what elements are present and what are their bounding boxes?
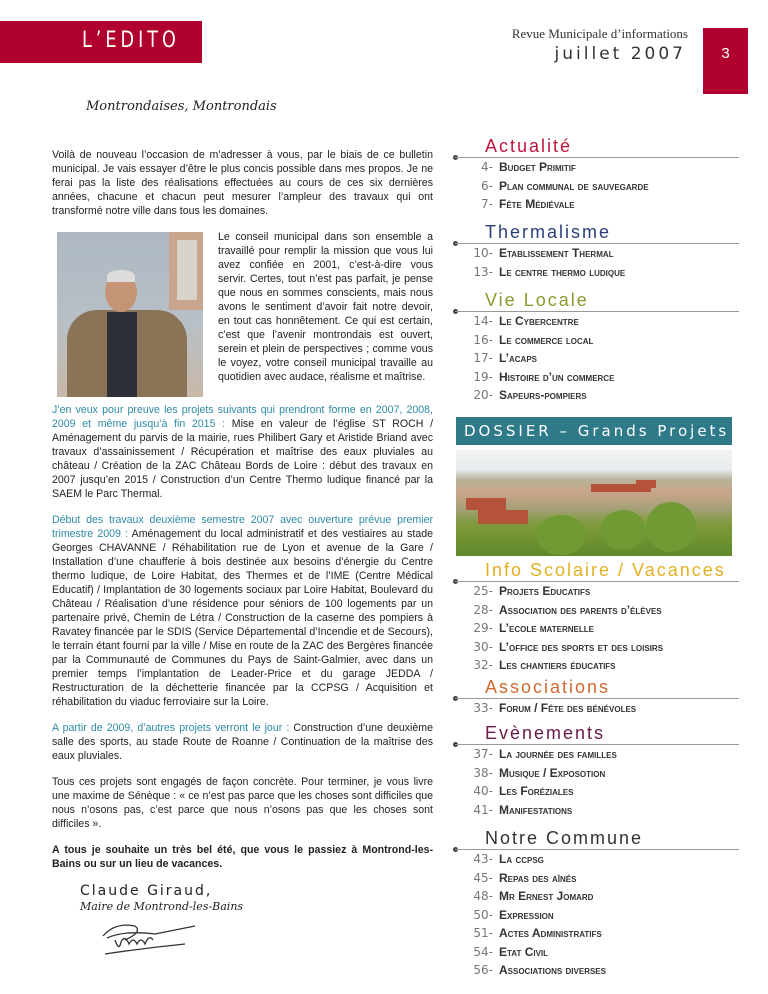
toc-item[interactable] bbox=[455, 263, 739, 282]
toc-item[interactable] bbox=[455, 801, 739, 820]
toc-page: 17- bbox=[473, 351, 493, 365]
toc-label: Etat Civil bbox=[499, 944, 549, 959]
toc-page: 19- bbox=[473, 369, 493, 384]
salutation: Montrondaises, Montrondais bbox=[86, 99, 277, 114]
paragraph-projects-2009 bbox=[52, 721, 433, 763]
issue-date: juillet 2007 bbox=[554, 44, 686, 64]
toc-item[interactable] bbox=[455, 782, 739, 801]
paragraph-body: Construction d’une deuxième salle des sports, au stade Route de Roanne / Continuation de la maîtrise des eaux pluviales. bbox=[52, 722, 433, 762]
toc-page: 40- bbox=[473, 784, 493, 798]
toc-item[interactable] bbox=[455, 906, 739, 925]
toc-heading: Evènements bbox=[455, 723, 739, 745]
toc-page: 14- bbox=[473, 314, 493, 328]
toc-page: 16- bbox=[473, 332, 493, 347]
toc-label: Le centre thermo ludique bbox=[499, 264, 626, 279]
toc-page: 50- bbox=[473, 907, 493, 922]
toc-item[interactable] bbox=[455, 656, 739, 675]
toc-page: 51- bbox=[473, 926, 493, 940]
mayor-photo bbox=[57, 232, 203, 397]
paragraph-intro: Voilà de nouveau l’occasion de m’adresser à vous, par le biais de ce bulletin municipal. Je vais essayer d’être le plus concis possible dans mes propos. Je ne ferai pas la liste des réalisations effectuées au cours de ces six dernières années, chacune et chacun peut mesurer l’ampleur des travaux qui ont transformé notre ville dans tous les domaines. bbox=[52, 149, 433, 217]
toc-item[interactable] bbox=[455, 764, 739, 783]
paragraph-seneca: Tous ces projets sont engagés de façon concrète. Pour terminer, je vous livre une maxime de Sénèque : « ce n’est pas parce que les choses sont difficiles que nous n’osons pas, c’est parce que nous n’osons pas que les choses sont difficiles ». bbox=[52, 776, 433, 830]
town-landscape-image bbox=[456, 450, 732, 556]
paragraph-body: Mise en valeur de l’église ST ROCH / Aménagement du parvis de la mairie, rues Philibert Gary et Aristide Briand avec travaux d’assainissement / Récupération et maîtrise des eaux pluviales au château / Création de la ZAC Château Bords de Loire : début des travaux en 2007 jusqu’en 2015 / Construction d’un Centre Thermo ludique financé par la SAEM le Parc Thermal. bbox=[52, 418, 434, 500]
toc-heading: Notre Commune bbox=[455, 828, 739, 850]
toc-section-evenements bbox=[455, 723, 739, 819]
toc-item[interactable] bbox=[455, 177, 739, 196]
toc-item[interactable] bbox=[455, 699, 739, 718]
toc-page: 7- bbox=[481, 197, 493, 211]
toc-section-notre-commune bbox=[455, 828, 739, 980]
toc-section-vie-locale bbox=[455, 290, 739, 405]
toc-item[interactable] bbox=[455, 386, 739, 405]
toc-item[interactable] bbox=[455, 887, 739, 906]
toc-label: Associations diverses bbox=[499, 963, 606, 977]
paragraph-lead: A partir de 2009, d’autres projets verront le jour : bbox=[52, 722, 290, 734]
toc-page: 38- bbox=[473, 765, 493, 780]
toc-section-thermalisme bbox=[455, 222, 739, 281]
paragraph-projects-2007 bbox=[52, 513, 433, 709]
toc-page: 37- bbox=[473, 747, 493, 761]
toc-label: Fête Médiévale bbox=[499, 197, 575, 211]
toc-section-actualite bbox=[455, 136, 739, 214]
toc-label: Musique / Exposotion bbox=[499, 765, 606, 780]
toc-page: 56- bbox=[473, 963, 493, 977]
toc-item[interactable] bbox=[455, 158, 739, 177]
toc-label: Association des parents d’élèves bbox=[499, 602, 662, 617]
toc-heading: Thermalisme bbox=[455, 222, 739, 244]
toc-label: Sapeurs-pompiers bbox=[499, 388, 587, 402]
toc-item[interactable] bbox=[455, 312, 739, 331]
toc-item[interactable] bbox=[455, 195, 739, 214]
toc-label: Plan communal de sauvegarde bbox=[499, 178, 649, 193]
toc-page: 20- bbox=[473, 388, 493, 402]
toc-label: Budget Primitif bbox=[499, 160, 576, 174]
toc-label: Forum / Fête des bénévoles bbox=[499, 701, 637, 715]
toc-label: Repas des aînés bbox=[499, 870, 577, 885]
toc-label: Les chantiers éducatifs bbox=[499, 658, 616, 672]
toc-item[interactable] bbox=[455, 850, 739, 869]
toc-section-associations bbox=[455, 677, 739, 718]
section-title: L’EDITO bbox=[82, 28, 180, 53]
toc-page: 30- bbox=[473, 639, 493, 654]
dossier-banner[interactable]: DOSSIER – Grands Projets bbox=[456, 417, 732, 445]
toc-page: 28- bbox=[473, 602, 493, 617]
paragraph-lead: J’en veux pour preuve les projets suivants qui prendront forme en 2007, 2008, 2009 et même jusqu’à fin 2015 : bbox=[52, 404, 433, 430]
toc-item[interactable] bbox=[455, 244, 739, 263]
toc-label: Les Foréziales bbox=[499, 784, 574, 798]
toc-item[interactable] bbox=[455, 582, 739, 601]
toc-item[interactable] bbox=[455, 331, 739, 350]
toc-page: 6- bbox=[481, 178, 493, 193]
toc-heading: Associations bbox=[455, 677, 739, 699]
toc-label: Projets Educatifs bbox=[499, 584, 591, 598]
toc-page: 45- bbox=[473, 870, 493, 885]
toc-page: 48- bbox=[473, 889, 493, 903]
toc-label: L’office des sports et des loisirs bbox=[499, 639, 664, 654]
publication-name: Revue Municipale d’informations bbox=[511, 26, 688, 41]
toc-item[interactable] bbox=[455, 368, 739, 387]
toc-page: 29- bbox=[473, 621, 493, 635]
signatory-name: Claude Giraud, bbox=[80, 883, 213, 899]
toc-item[interactable] bbox=[455, 961, 739, 980]
toc-item[interactable] bbox=[455, 349, 739, 368]
toc-section-info-scolaire bbox=[455, 560, 739, 675]
toc-page: 54- bbox=[473, 944, 493, 959]
page-number: 3 bbox=[703, 28, 748, 94]
paragraph-council: Le conseil municipal dans son ensemble a travaillé pour remplir la mission que vous lui avez confiée en 2001, c’est-à-dire vous servir. Certes, tout n’est pas parfait, je pense que nous en sommes conscients, mais nous avons le sentiment d’avoir fait notre devoir, en tout cas honnêtement. Ce qui est certain, c’est que l’avenir montrondais est ouvert, serein et plein de perspectives ; comme vous le voyez, votre conseil municipal travaille au quotidien avec audace, réalisme et maîtrise. bbox=[218, 231, 433, 383]
toc-item[interactable] bbox=[455, 619, 739, 638]
toc-item[interactable] bbox=[455, 943, 739, 962]
paragraph-body: Aménagement du local administratif et des vestiaires au stade Georges CHAVANNE / Réhabilitation rue de Lyon et avenue de la Gare / Installation d’une chaufferie à bois destinée aux besoins d’énergie du Centre thermo ludique, de Loire Habitat, des Thermes et de l’IME (Centre Médical Educatif) / Implantation de 30 logements sociaux par Loire Habitat, Boulevard du Château / Réalisation d’une résidence pour séniors de 100 logements par un partenaire privé, Chemin de Létra / Construction de la caserne des pompiers à Ravatey financée par le SDIS (Service Départemental d’Incendie et de Secours), le terrain étant fourni par la ville / Mise en route de la ZAC des Bergères financée par la Communauté de Communes du Pays de Saint-Galmier, avec dans un premier temps l’implantation de Leader-Price et du garage JEDDA / Restructuration de la déchetterie financée par la CCPSG / Acquisition et réhabilitation du viaduc ferroviaire sur la Loire. bbox=[52, 528, 433, 708]
section-banner bbox=[0, 21, 202, 63]
editorial-column bbox=[52, 148, 433, 958]
paragraph-projects-2015 bbox=[52, 403, 433, 501]
toc-label: Expression bbox=[499, 907, 554, 922]
toc-page: 43- bbox=[473, 852, 493, 866]
toc-item[interactable] bbox=[455, 638, 739, 657]
toc-label: Histoire d’un commerce bbox=[499, 369, 615, 384]
toc-label: La ccpsg bbox=[499, 852, 544, 866]
toc-label: Manifestations bbox=[499, 802, 573, 817]
toc-page: 32- bbox=[473, 658, 493, 672]
toc-label: Mr Ernest Jomard bbox=[499, 889, 594, 903]
toc-item[interactable] bbox=[455, 745, 739, 764]
toc-page: 4- bbox=[481, 160, 493, 174]
toc-page: 10- bbox=[473, 246, 493, 260]
toc-heading: Vie Locale bbox=[455, 290, 739, 312]
paragraph-lead: Début des travaux deuxième semestre 2007 avec ouverture prévue premier trimestre 2009 : bbox=[52, 514, 433, 540]
toc-page: 41- bbox=[473, 802, 493, 817]
toc-label: Le Cybercentre bbox=[499, 314, 579, 328]
toc-label: L’acaps bbox=[499, 351, 538, 365]
toc-label: Etablissement Thermal bbox=[499, 246, 614, 260]
toc-label: L’ecole maternelle bbox=[499, 621, 594, 635]
handwritten-signature bbox=[95, 918, 205, 958]
toc-item[interactable] bbox=[455, 601, 739, 620]
toc-page: 25- bbox=[473, 584, 493, 598]
toc-item[interactable] bbox=[455, 869, 739, 888]
toc-label: Actes Administratifs bbox=[499, 926, 602, 940]
paragraph-wishes: A tous je souhaite un très bel été, que vous le passiez à Montrond-les-Bains ou sur un lieu de vacances. bbox=[52, 844, 433, 870]
toc-item[interactable] bbox=[455, 924, 739, 943]
toc-heading: Actualité bbox=[455, 136, 739, 158]
signature-block bbox=[80, 883, 433, 958]
toc-page: 13- bbox=[473, 264, 493, 279]
toc-label: Le commerce local bbox=[499, 332, 594, 347]
toc-heading: Info Scolaire / Vacances bbox=[455, 560, 739, 582]
signatory-role: Maire de Montrond-les-Bains bbox=[80, 900, 244, 913]
toc-label: La journée des familles bbox=[499, 747, 617, 761]
toc-page: 33- bbox=[473, 701, 493, 715]
